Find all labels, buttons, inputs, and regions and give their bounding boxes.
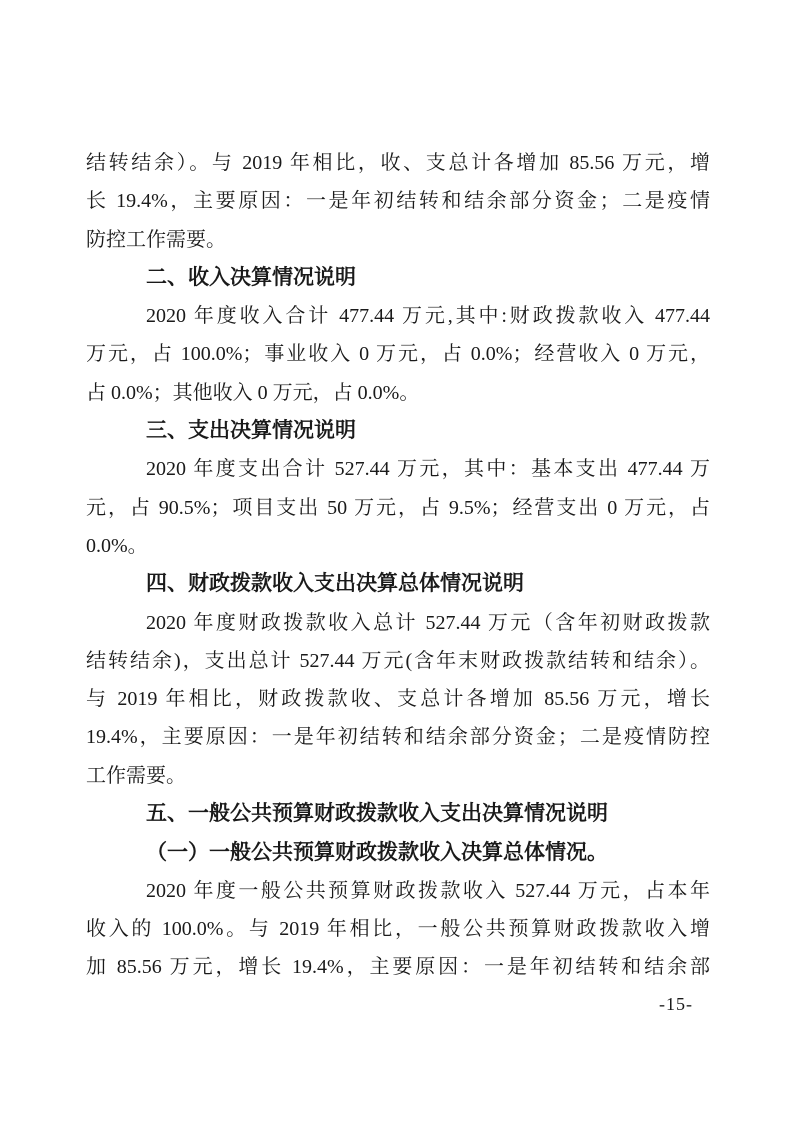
paragraph-general-public-budget — [86, 872, 710, 987]
section-heading-general-public-budget: 五、一般公共预算财政拨款收入支出决算情况说明 — [146, 802, 608, 826]
section-heading-income: 二、收入决算情况说明 — [146, 265, 356, 289]
text-line: 与 2019 年相比，财政拨款收、支总计各增加 85.56 万元，增长 — [86, 688, 710, 711]
page-content — [86, 144, 710, 987]
text-line: 万元，占 100.0%；事业收入 0 万元，占 0.0%；经营收入 0 万元， — [86, 343, 710, 366]
section-heading-fiscal-appropriation: 四、财政拨款收入支出决算总体情况说明 — [146, 572, 524, 596]
text-line: 结转结余)，支出总计 527.44 万元(含年末财政拨款结转和结余）。 — [86, 649, 710, 672]
paragraph-fiscal-appropriation — [86, 604, 710, 795]
text-line: 工作需要。 — [86, 764, 186, 787]
text-line: 结转结余）。与 2019 年相比，收、支总计各增加 85.56 万元，增 — [86, 152, 710, 174]
text-line: 元，占 90.5%；项目支出 50 万元，占 9.5%；经营支出 0 万元，占 — [86, 496, 710, 519]
text-line: 加 85.56 万元，增长 19.4%，主要原因：一是年初结转和结余部 — [86, 956, 710, 979]
text-line: 2020 年度支出合计 527.44 万元，其中：基本支出 477.44 万 — [146, 458, 710, 481]
text-line: 0.0%。 — [86, 534, 148, 557]
text-line: 2020 年度一般公共预算财政拨款收入 527.44 万元，占本年 — [146, 879, 710, 902]
text-line: 2020 年度收入合计 477.44 万元,其中:财政拨款收入 477.44 — [146, 305, 710, 328]
paragraph-expenditure — [86, 450, 710, 565]
text-line: 19.4%，主要原因：一是年初结转和结余部分资金；二是疫情防控 — [86, 726, 710, 749]
section-heading-expenditure: 三、支出决算情况说明 — [146, 419, 356, 443]
subsection-heading-general-income: （一）一般公共预算财政拨款收入决算总体情况。 — [146, 840, 608, 865]
text-line: 长 19.4%，主要原因：一是年初结转和结余部分资金；二是疫情 — [86, 190, 710, 213]
text-line: 防控工作需要。 — [86, 228, 226, 251]
text-line: 占 0.0%；其他收入 0 万元，占 0.0%。 — [86, 381, 420, 404]
text-line: 2020 年度财政拨款收入总计 527.44 万元（含年初财政拨款 — [146, 611, 710, 634]
paragraph-income — [86, 297, 710, 412]
text-line: 收入的 100.0%。与 2019 年相比，一般公共预算财政拨款收入增 — [86, 917, 710, 940]
page-number: -15- — [659, 994, 693, 1014]
paragraph-continuation — [86, 144, 710, 259]
